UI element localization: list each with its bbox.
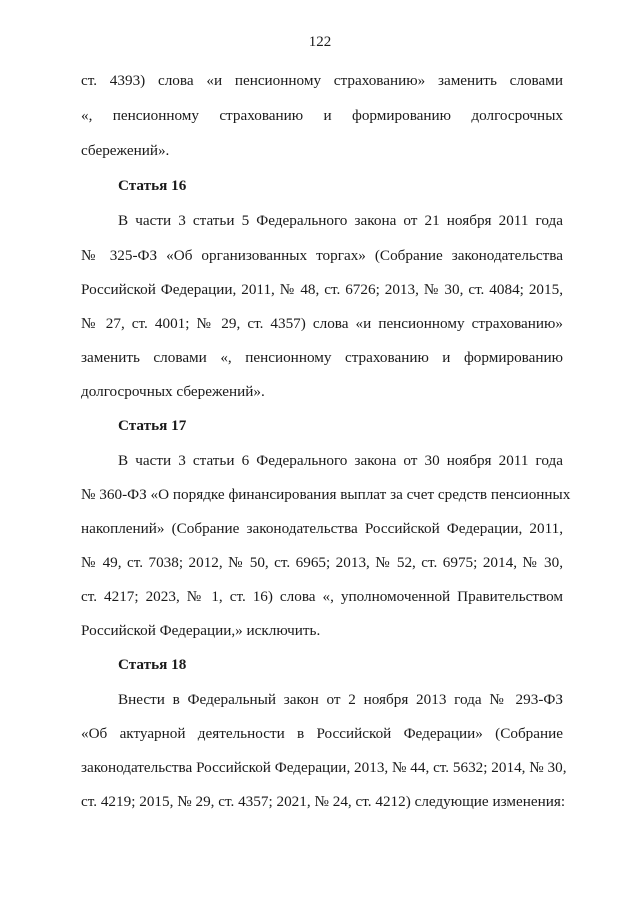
text-line: Внести в Федеральный закон от 2 ноября 2013 года № 293-ФЗ (118, 691, 563, 708)
article-heading: Статья 18 (118, 656, 187, 673)
text-line: № 49, ст. 7038; 2012, № 50, ст. 6965; 2013, № 52, ст. 6975; 2014, № 30, (81, 554, 563, 571)
text-line: «Об актуарной деятельности в Российской Федерации» (Собрание (81, 725, 563, 742)
text-line: накоплений» (Собрание законодательства Российской Федерации, 2011, (81, 520, 563, 537)
text-line: Российской Федерации, 2011, № 48, ст. 6726; 2013, № 30, ст. 4084; 2015, (81, 281, 563, 298)
text-line: «, пенсионному страхованию и формированию долгосрочных (81, 107, 563, 124)
text-line: ст. 4393) слова «и пенсионному страхованию» заменить словами (81, 72, 563, 89)
text-line: сбережений». (81, 142, 170, 159)
text-line: законодательства Российской Федерации, 2013, № 44, ст. 5632; 2014, № 30, (81, 759, 567, 776)
text-line: ст. 4217; 2023, № 1, ст. 16) слова «, уполномоченной Правительством (81, 588, 563, 605)
text-line: долгосрочных сбережений». (81, 383, 265, 400)
text-line: № 27, ст. 4001; № 29, ст. 4357) слова «и пенсионному страхованию» (81, 315, 563, 332)
text-line: ст. 4219; 2015, № 29, ст. 4357; 2021, № 24, ст. 4212) следующие изменения: (81, 793, 566, 810)
page-number: 122 (308, 34, 332, 50)
article-heading: Статья 17 (118, 417, 187, 434)
text-line: № 325-ФЗ «Об организованных торгах» (Собрание законодательства (81, 247, 563, 264)
text-line: В части 3 статьи 5 Федерального закона от 21 ноября 2011 года (118, 212, 563, 229)
article-heading: Статья 16 (118, 177, 187, 194)
text-line: В части 3 статьи 6 Федерального закона от 30 ноября 2011 года (118, 452, 563, 469)
text-line: Российской Федерации,» исключить. (81, 622, 321, 639)
text-line: № 360-ФЗ «О порядке финансирования выплат за счет средств пенсионных (81, 486, 571, 503)
text-line: заменить словами «, пенсионному страхованию и формированию (81, 349, 563, 366)
